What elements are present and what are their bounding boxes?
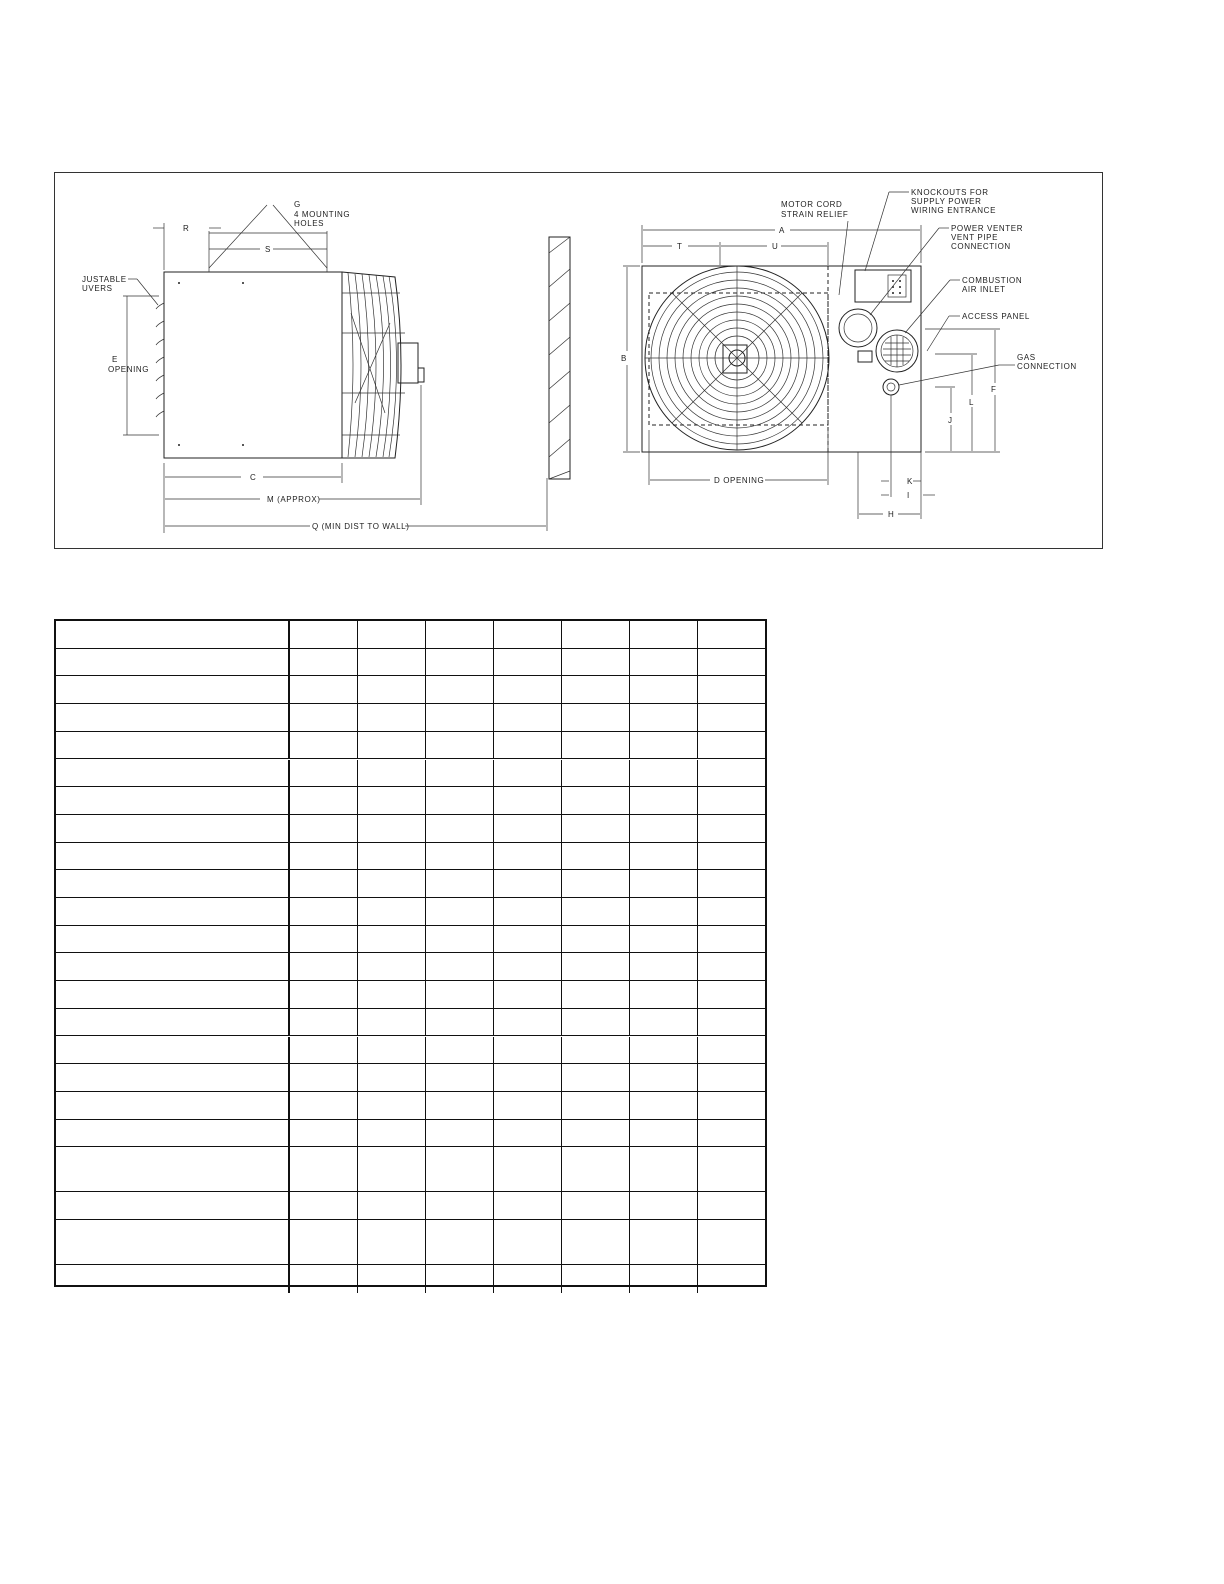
table-cell	[562, 898, 630, 925]
label-d-opening: D OPENING	[714, 476, 765, 485]
table-row	[56, 898, 765, 926]
table-cell	[56, 1120, 290, 1147]
label-u: U	[772, 242, 779, 251]
table-row	[56, 732, 765, 760]
table-cell	[630, 760, 698, 787]
table-row	[56, 1092, 765, 1120]
table-cell	[494, 1220, 562, 1264]
table-cell	[562, 1092, 630, 1119]
table-cell	[56, 1037, 290, 1064]
label-access-panel: ACCESS PANEL	[962, 312, 1030, 321]
table-cell	[562, 953, 630, 980]
table-cell	[698, 704, 765, 731]
table-cell	[562, 843, 630, 870]
table-cell	[630, 787, 698, 814]
table-cell	[698, 1192, 765, 1219]
table-cell	[630, 1037, 698, 1064]
table-cell	[698, 926, 765, 953]
table-cell	[290, 621, 358, 648]
table-cell	[630, 732, 698, 759]
table-cell	[56, 1064, 290, 1091]
table-cell	[698, 1092, 765, 1119]
table-cell	[494, 1009, 562, 1036]
table-cell	[426, 649, 494, 676]
table-cell	[290, 1092, 358, 1119]
table-cell	[426, 815, 494, 842]
table-cell	[290, 704, 358, 731]
table-cell	[358, 1120, 426, 1147]
label-combustion-1: COMBUSTION	[962, 276, 1023, 285]
table-cell	[630, 1009, 698, 1036]
table-cell	[494, 649, 562, 676]
label-power-venter-2: VENT PIPE	[951, 233, 999, 242]
table-cell	[426, 953, 494, 980]
table-cell	[290, 1037, 358, 1064]
table-cell	[698, 787, 765, 814]
table-cell	[426, 1147, 494, 1191]
table-cell	[426, 870, 494, 897]
table-cell	[56, 870, 290, 897]
table-row	[56, 1192, 765, 1220]
table-cell	[358, 732, 426, 759]
table-cell	[698, 732, 765, 759]
table-cell	[494, 926, 562, 953]
table-cell	[698, 1220, 765, 1264]
label-combustion-2: AIR INLET	[962, 285, 1006, 294]
table-cell	[698, 843, 765, 870]
table-cell	[426, 787, 494, 814]
table-cell	[426, 704, 494, 731]
table-cell	[698, 649, 765, 676]
table-cell	[630, 926, 698, 953]
table-cell	[562, 1265, 630, 1293]
table-cell	[358, 704, 426, 731]
table-cell	[630, 1120, 698, 1147]
d-opening-outline	[649, 293, 828, 425]
table-cell	[562, 815, 630, 842]
label-r: R	[183, 224, 190, 233]
label-power-venter-1: POWER VENTER	[951, 224, 1024, 233]
table-cell	[494, 1037, 562, 1064]
table-row	[56, 787, 765, 815]
label-l: L	[969, 398, 975, 407]
table-cell	[358, 953, 426, 980]
table-row	[56, 981, 765, 1009]
table-cell	[56, 1192, 290, 1219]
table-cell	[358, 981, 426, 1008]
table-row	[56, 1220, 765, 1265]
table-cell	[56, 649, 290, 676]
side-view	[82, 200, 570, 533]
table-cell	[358, 1147, 426, 1191]
dimensions-table	[54, 619, 767, 1287]
table-cell	[56, 815, 290, 842]
table-cell	[698, 815, 765, 842]
table-cell	[494, 787, 562, 814]
label-mounting-holes-1: 4 MOUNTING	[294, 210, 351, 219]
table-cell	[698, 981, 765, 1008]
label-knockouts-2: SUPPLY POWER	[911, 197, 982, 206]
table-cell	[698, 760, 765, 787]
table-cell	[358, 676, 426, 703]
table-row	[56, 704, 765, 732]
table-cell	[426, 1192, 494, 1219]
table-row	[56, 676, 765, 704]
table-cell	[56, 843, 290, 870]
table-cell	[630, 953, 698, 980]
label-gas-2: CONNECTION	[1017, 362, 1077, 371]
table-cell	[494, 870, 562, 897]
table-cell	[630, 1092, 698, 1119]
table-cell	[562, 732, 630, 759]
label-gas-1: GAS	[1017, 353, 1036, 362]
table-row	[56, 649, 765, 677]
table-cell	[426, 981, 494, 1008]
table-cell	[290, 1120, 358, 1147]
table-cell	[426, 898, 494, 925]
table-cell	[426, 1064, 494, 1091]
table-cell	[698, 1147, 765, 1191]
table-row	[56, 1120, 765, 1148]
table-cell	[358, 815, 426, 842]
table-cell	[494, 898, 562, 925]
table-cell	[290, 1192, 358, 1219]
table-cell	[290, 1265, 358, 1293]
label-t: T	[677, 242, 683, 251]
table-cell	[562, 704, 630, 731]
label-f: F	[991, 385, 997, 394]
table-cell	[56, 621, 290, 648]
table-cell	[562, 676, 630, 703]
table-cell	[698, 1009, 765, 1036]
table-row	[56, 870, 765, 898]
table-cell	[56, 676, 290, 703]
table-row	[56, 843, 765, 871]
table-cell	[426, 676, 494, 703]
table-cell	[358, 1265, 426, 1293]
table-cell	[56, 1220, 290, 1264]
table-cell	[698, 1120, 765, 1147]
table-cell	[494, 1092, 562, 1119]
table-cell	[494, 953, 562, 980]
table-cell	[426, 1092, 494, 1119]
table-row	[56, 926, 765, 954]
table-cell	[358, 926, 426, 953]
table-row	[56, 1265, 765, 1293]
table-cell	[698, 898, 765, 925]
table-cell	[426, 926, 494, 953]
table-cell	[426, 621, 494, 648]
table-cell	[562, 1192, 630, 1219]
table-cell	[290, 815, 358, 842]
table-cell	[562, 981, 630, 1008]
table-cell	[290, 649, 358, 676]
table-cell	[290, 787, 358, 814]
table-cell	[358, 1192, 426, 1219]
table-cell	[56, 787, 290, 814]
table-cell	[698, 870, 765, 897]
front-view	[621, 188, 1077, 519]
table-cell	[290, 1009, 358, 1036]
table-cell	[494, 676, 562, 703]
table-cell	[358, 1064, 426, 1091]
table-cell	[494, 1064, 562, 1091]
table-row	[56, 1147, 765, 1192]
table-cell	[56, 953, 290, 980]
table-cell	[698, 621, 765, 648]
table-cell	[494, 1265, 562, 1293]
table-cell	[630, 1192, 698, 1219]
table-cell	[494, 843, 562, 870]
table-cell	[630, 621, 698, 648]
table-cell	[494, 1147, 562, 1191]
table-cell	[358, 843, 426, 870]
table-cell	[56, 926, 290, 953]
table-cell	[630, 649, 698, 676]
table-cell	[56, 898, 290, 925]
table-row	[56, 760, 765, 788]
table-cell	[494, 815, 562, 842]
table-cell	[290, 870, 358, 897]
table-cell	[630, 981, 698, 1008]
label-a: A	[779, 226, 785, 235]
fan-guard-front	[645, 266, 829, 450]
fan-guard-side	[342, 272, 405, 458]
label-louvers-2: UVERS	[82, 284, 113, 293]
table-cell	[290, 1220, 358, 1264]
table-cell	[630, 898, 698, 925]
table-cell	[358, 1220, 426, 1264]
table-row	[56, 1009, 765, 1037]
table-cell	[698, 1064, 765, 1091]
table-cell	[426, 1009, 494, 1036]
label-i: I	[907, 491, 910, 500]
table-cell	[290, 676, 358, 703]
table-cell	[56, 1092, 290, 1119]
table-cell	[698, 676, 765, 703]
table-cell	[290, 1064, 358, 1091]
table-cell	[290, 898, 358, 925]
label-h: H	[888, 510, 895, 519]
label-motor-cord-1: MOTOR CORD	[781, 200, 843, 209]
table-cell	[698, 1037, 765, 1064]
table-cell	[56, 704, 290, 731]
table-cell	[630, 870, 698, 897]
table-cell	[290, 760, 358, 787]
label-j: J	[948, 416, 953, 425]
table-row	[56, 1037, 765, 1065]
table-header-row	[56, 621, 765, 649]
label-knockouts-3: WIRING ENTRANCE	[911, 206, 996, 215]
table-cell	[562, 870, 630, 897]
table-cell	[358, 621, 426, 648]
table-cell	[290, 981, 358, 1008]
label-s: S	[265, 245, 271, 254]
label-m: M (APPROX)	[267, 495, 321, 504]
table-cell	[562, 649, 630, 676]
table-cell	[630, 676, 698, 703]
table-cell	[494, 704, 562, 731]
table-cell	[630, 1265, 698, 1293]
label-motor-cord-2: STRAIN RELIEF	[781, 210, 849, 219]
table-cell	[358, 649, 426, 676]
table-cell	[290, 1147, 358, 1191]
label-g: G	[294, 200, 301, 209]
label-q: Q (MIN DIST TO WALL)	[312, 522, 410, 531]
table-cell	[426, 732, 494, 759]
table-cell	[494, 1120, 562, 1147]
table-cell	[562, 1009, 630, 1036]
table-cell	[494, 760, 562, 787]
table-cell	[426, 1037, 494, 1064]
table-cell	[562, 1220, 630, 1264]
table-cell	[562, 621, 630, 648]
table-cell	[290, 953, 358, 980]
louvers	[156, 303, 164, 417]
table-cell	[56, 1265, 290, 1293]
table-cell	[698, 953, 765, 980]
table-cell	[56, 732, 290, 759]
table-cell	[56, 1009, 290, 1036]
table-cell	[698, 1265, 765, 1293]
side-cabinet	[164, 272, 342, 458]
table-cell	[56, 981, 290, 1008]
table-cell	[426, 1265, 494, 1293]
table-cell	[562, 760, 630, 787]
table-cell	[56, 760, 290, 787]
table-cell	[290, 732, 358, 759]
label-opening: OPENING	[108, 365, 150, 374]
label-power-venter-3: CONNECTION	[951, 242, 1011, 251]
table-cell	[630, 1064, 698, 1091]
table-row	[56, 815, 765, 843]
label-knockouts-1: KNOCKOUTS FOR	[911, 188, 989, 197]
table-cell	[494, 732, 562, 759]
table-cell	[426, 1220, 494, 1264]
label-c: C	[250, 473, 257, 482]
wall	[549, 237, 570, 479]
table-cell	[630, 1220, 698, 1264]
gas-connection	[883, 379, 899, 395]
label-b: B	[621, 354, 627, 363]
table-cell	[630, 704, 698, 731]
table-cell	[358, 870, 426, 897]
table-row	[56, 953, 765, 981]
table-cell	[630, 815, 698, 842]
table-cell	[56, 1147, 290, 1191]
table-cell	[562, 926, 630, 953]
label-louvers-1: JUSTABLE	[82, 275, 127, 284]
dimension-diagram	[54, 172, 1103, 549]
label-e: E	[112, 355, 118, 364]
table-cell	[562, 787, 630, 814]
table-cell	[630, 843, 698, 870]
table-row	[56, 1064, 765, 1092]
table-cell	[630, 1147, 698, 1191]
table-cell	[290, 843, 358, 870]
table-cell	[562, 1120, 630, 1147]
diagram-svg	[55, 173, 1104, 550]
table-cell	[358, 760, 426, 787]
label-k: K	[907, 477, 913, 486]
table-cell	[358, 787, 426, 814]
table-cell	[494, 981, 562, 1008]
table-cell	[562, 1037, 630, 1064]
table-cell	[562, 1147, 630, 1191]
table-cell	[358, 1092, 426, 1119]
vent-pipe-connection	[839, 309, 877, 347]
table-cell	[562, 1064, 630, 1091]
table-cell	[358, 1009, 426, 1036]
label-mounting-holes-2: HOLES	[294, 219, 325, 228]
table-cell	[494, 621, 562, 648]
table-cell	[358, 898, 426, 925]
table-cell	[358, 1037, 426, 1064]
table-cell	[426, 760, 494, 787]
table-cell	[290, 926, 358, 953]
table-cell	[426, 1120, 494, 1147]
table-cell	[494, 1192, 562, 1219]
table-cell	[426, 843, 494, 870]
